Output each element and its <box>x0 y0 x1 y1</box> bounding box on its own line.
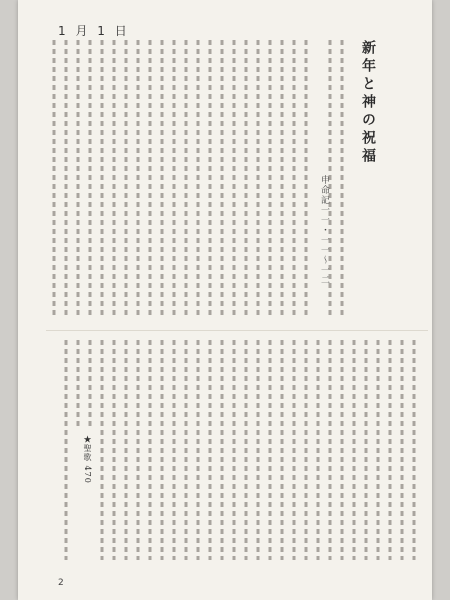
page-number: 2 <box>58 578 64 588</box>
scripture-reference: 申命記一一・一一〜一二 <box>319 175 329 285</box>
entry-date: 1 月 1 日 <box>58 24 130 38</box>
book-page <box>18 0 432 600</box>
devotion-title: 新年と神の祝福 <box>360 40 376 166</box>
hymn-reference: ★聖歌 470 <box>83 435 92 484</box>
body-text-columns <box>18 0 432 600</box>
